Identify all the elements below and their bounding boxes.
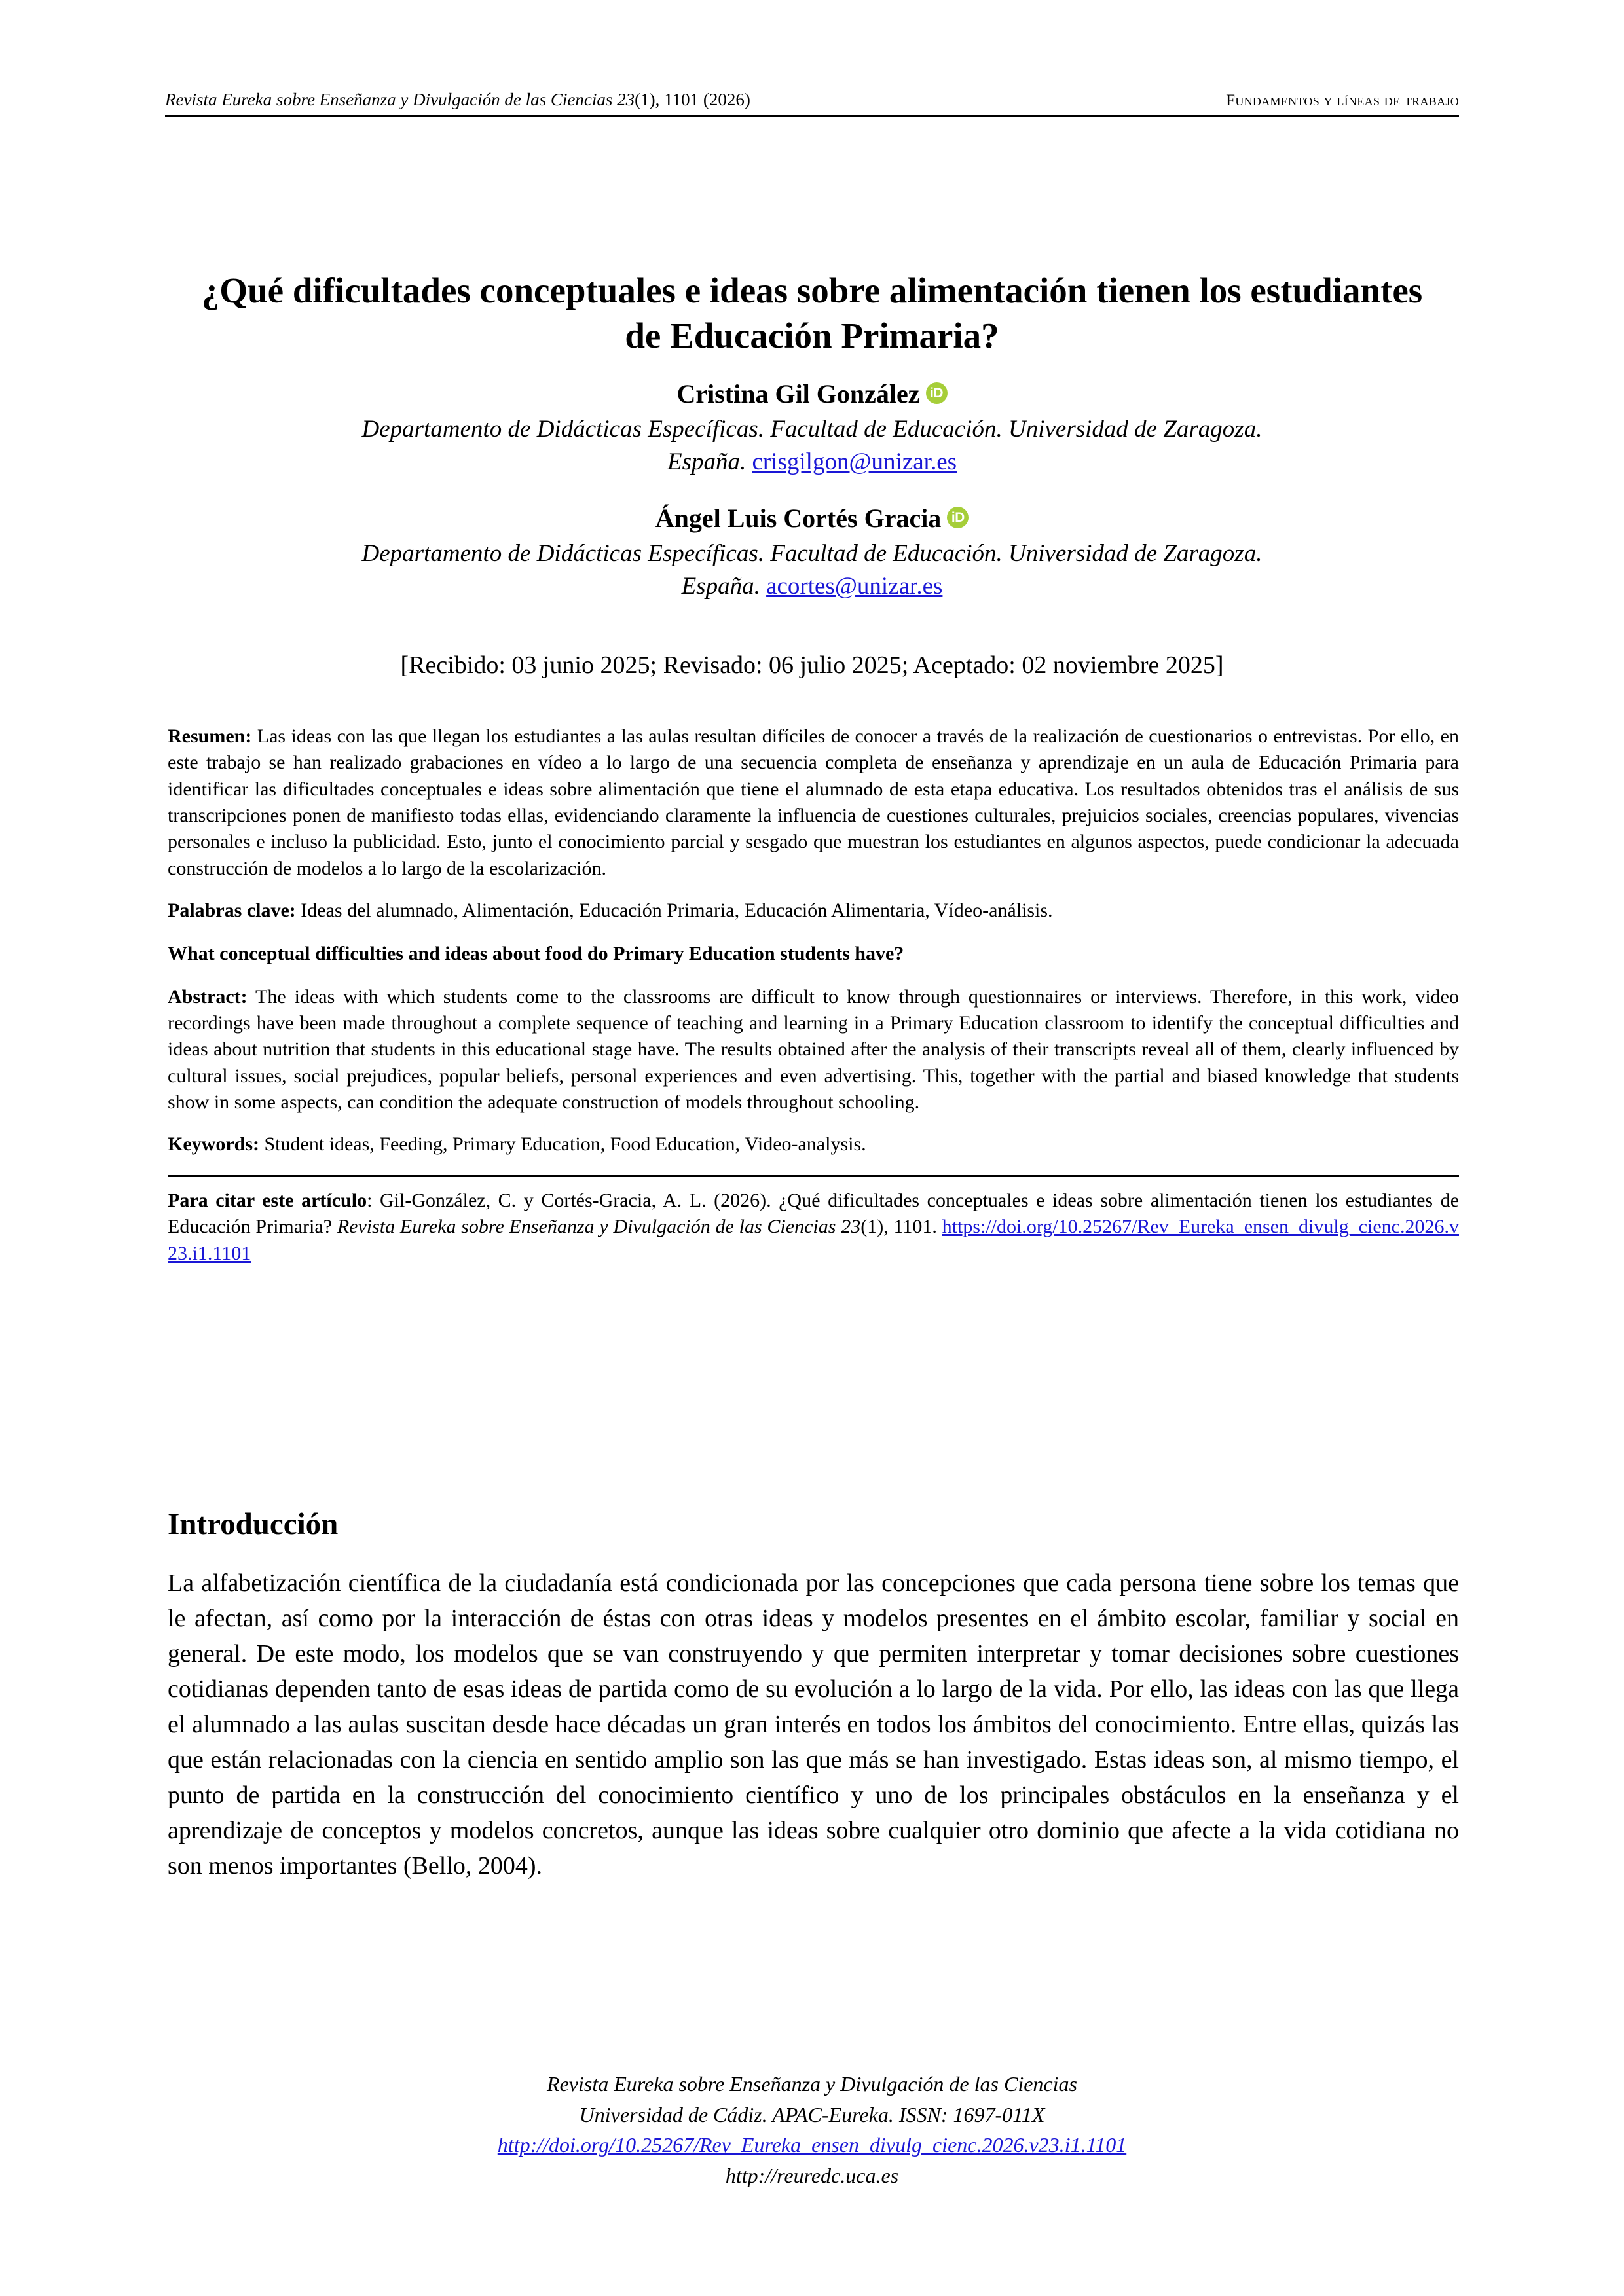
author-name	[196, 376, 1428, 412]
running-head-journal-title: Revista Eureka sobre Enseñanza y Divulgación de las Ciencias 23	[165, 90, 635, 109]
footer-doi-link[interactable]: http://doi.org/10.25267/Rev_Eureka_ensen_divulg_cienc.2026.v23.i1.1101	[497, 2133, 1127, 2157]
running-head-journal	[165, 90, 750, 110]
abstract-es	[168, 723, 1459, 882]
author-name	[196, 501, 1428, 536]
citation-journal: Revista Eureka sobre Enseñanza y Divulgación de las Ciencias 23	[337, 1216, 861, 1238]
citation-block	[168, 1188, 1459, 1267]
abstract-en-label: Abstract:	[168, 985, 248, 1008]
author-affiliation: Departamento de Didácticas Específicas. Facultad de Educación. Universidad de Zaragoza.	[361, 416, 1263, 443]
footer-doi-line	[196, 2130, 1428, 2160]
author-name-text: Cristina Gil González	[676, 379, 920, 409]
author-email-link[interactable]: crisgilgon@unizar.es	[752, 448, 957, 475]
orcid-icon[interactable]: iD	[947, 507, 969, 528]
author-affiliation: Departamento de Didácticas Específicas. Facultad de Educación. Universidad de Zaragoza.	[361, 539, 1263, 567]
author-name-text: Ángel Luis Cortés Gracia	[655, 503, 942, 533]
keywords-es	[168, 898, 1459, 924]
author-affiliation-country	[196, 446, 1428, 479]
abstract-en	[168, 984, 1459, 1116]
running-head-section: Fundamentos y líneas de trabajo	[1226, 92, 1459, 109]
page-title: ¿Qué dificultades conceptuales e ideas sobre alimentación tienen los estudiantes de Educación Primaria?	[201, 270, 1423, 356]
keywords-en-label: Keywords:	[168, 1133, 259, 1156]
title-en: What conceptual difficulties and ideas about food do Primary Education students have?	[168, 943, 904, 965]
orcid-icon[interactable]: iD	[926, 382, 948, 404]
keywords-es-text: Ideas del alumnado, Alimentación, Educación Primaria, Educación Alimentaria, Vídeo-análisis.	[295, 900, 1053, 922]
citation-doi-link[interactable]: https://doi.org/10.25267/Rev_Eureka_ensen_divulg_cienc.2026.v23.i1.1101	[168, 1216, 1459, 1264]
citation-divider	[168, 1175, 1459, 1177]
abstract-section	[168, 723, 1459, 1267]
footer-publisher-issn: Universidad de Cádiz. APAC-Eureka. ISSN: 1697-011X	[579, 2102, 1045, 2126]
author-country-text: España.	[667, 448, 752, 475]
author-email-link[interactable]: acortes@unizar.es	[766, 572, 943, 600]
submission-dates: [Recibido: 03 junio 2025; Revisado: 06 julio 2025; Aceptado: 02 noviembre 2025]	[400, 651, 1224, 679]
citation-text-after: (1), 1101.	[860, 1216, 942, 1238]
author-entry	[196, 501, 1428, 603]
author-spacer	[196, 484, 1428, 501]
keywords-en-text: Student ideas, Feeding, Primary Education, Food Education, Video-analysis.	[259, 1133, 866, 1156]
citation-label: Para citar este artículo	[168, 1189, 367, 1211]
citation-text-before: : Gil-González, C. y Cortés-Gracia, A. L. (2026). ¿Qué dificultades conceptuales e ideas sobre alimentación tienen los estudiantes de Educación Primaria?	[168, 1189, 1460, 1238]
running-head	[165, 90, 1459, 117]
keywords-es-label: Palabras clave:	[168, 900, 296, 922]
intro-paragraph: La alfabetización científica de la ciudadanía está condicionada por las concepciones que cada persona tiene sobre los temas que le afectan, así como por la interacción de éstas con otras ideas y modelos presentes en el ámbito escolar, familiar y social en general. De este modo, los modelos que se van construyendo y que permiten interpretar y tomar decisiones sobre cuestiones cotidianas dependen tanto de esas ideas de partida como de su evolución a lo largo de la vida. Por ello, las ideas con las que llega el alumnado a las aulas suscitan desde hace décadas un gran interés en todos los ámbitos del conocimiento. Entre ellas, quizás las que están relacionadas con la ciencia en sentido amplio son las que más se han investigado. Estas ideas son, al mismo tiempo, el punto de partida en la construcción del conocimiento científico y uno de los principales obstáculos en la enseñanza y el aprendizaje de conceptos y modelos concretos, aunque las ideas sobre cualquier otro dominio que afecte a la vida cotidiana no son menos importantes (Bello, 2004).	[168, 1569, 1459, 1880]
section-heading-introduccion: Introducción	[168, 1507, 339, 1541]
author-country-text: España.	[681, 572, 767, 600]
keywords-en	[168, 1131, 1459, 1157]
abstract-es-label: Resumen:	[168, 725, 252, 747]
running-head-issue: (1), 1101 (2026)	[635, 90, 750, 109]
abstract-es-text: Las ideas con las que llegan los estudiantes a las aulas resultan difíciles de conocer a través de la realización de cuestionarios o entrevistas. Por ello, en este trabajo se han realizado grabaciones en vídeo a lo largo de una secuencia completa de enseñanza y aprendizaje en un aula de Educación Primaria para identificar las dificultades conceptuales e ideas sobre alimentación que tiene el alumnado de esta etapa educativa. Los resultados obtenidos tras el análisis de sus transcripciones ponen de manifiesto todas ellas, evidenciando claramente la influencia de cuestiones culturales, prejuicios sociales, creencias populares, vivencias personales e incluso la publicidad. Esto, junto el conocimiento parcial y sesgado que muestran los estudiantes en algunos aspectos, puede condicionar la adecuada construcción de modelos a lo largo de la escolarización.	[168, 725, 1459, 879]
author-list	[196, 376, 1428, 608]
abstract-en-text: The ideas with which students come to the classrooms are difficult to know through questionnaires or interviews. Therefore, in this work, video recordings have been made throughout a complete sequence of teaching and learning in a Primary Education classroom to identify the conceptual difficulties and ideas about nutrition that students in this educational stage have. The results obtained after the analysis of their transcripts reveal all of them, clearly influenced by cultural issues, social prejudices, popular beliefs, personal experiences and even advertising. This, together with the partial and biased knowledge that students show in some aspects, can condition the adequate construction of models throughout schooling.	[168, 985, 1459, 1114]
author-affiliation-country	[196, 570, 1428, 603]
footer-journal-name: Revista Eureka sobre Enseñanza y Divulgación de las Ciencias	[547, 2072, 1077, 2096]
footer-site-url: http://reuredc.uca.es	[725, 2164, 899, 2188]
page-footer	[196, 2069, 1428, 2191]
author-entry	[196, 376, 1428, 479]
